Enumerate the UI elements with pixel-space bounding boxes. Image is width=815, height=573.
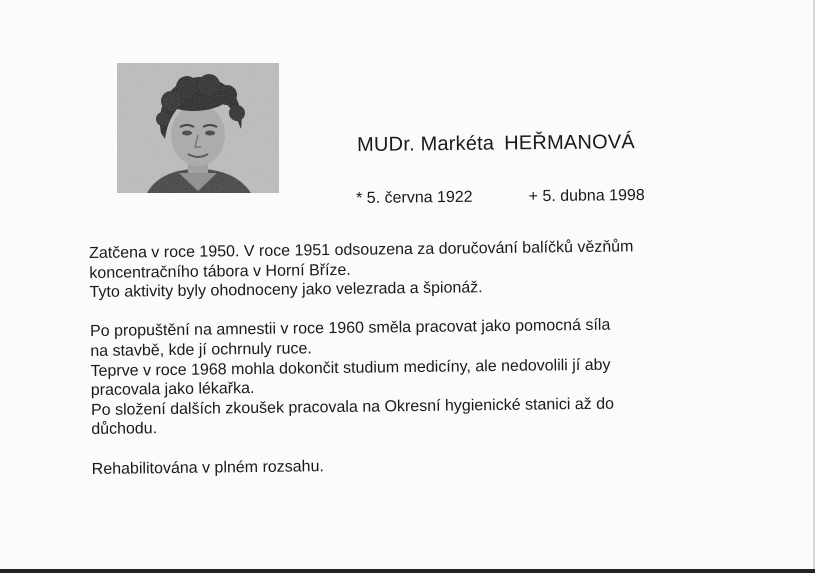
- name-surname: HEŘMANOVÁ: [504, 131, 636, 155]
- text-line: na stavbě, kde jí ochrnuly ruce.: [90, 340, 312, 360]
- text-line: Teprve v roce 1968 mohla dokončit studium medicíny, ale nedovolili jí aby: [90, 356, 611, 380]
- name-first: MUDr. Markéta: [357, 132, 495, 156]
- text-line: Po složení dalších zkoušek pracovala na Okresní hygienické stanici až do: [90, 395, 615, 419]
- portrait-icon: [117, 63, 279, 193]
- portrait-photo: [117, 63, 279, 193]
- text-line: Po propuštění na amnestii v roce 1960 směla pracovat jako pomocná síla: [89, 317, 611, 341]
- person-name: [357, 131, 635, 157]
- biography-text: [89, 236, 772, 479]
- death-date: + 5. dubna 1998: [528, 186, 645, 206]
- paragraph-arrest: [89, 236, 770, 303]
- life-dates: [356, 187, 645, 208]
- scan-edge-bottom: [0, 569, 815, 573]
- text-line: důchodu.: [91, 420, 158, 439]
- paragraph-rehabilitation: [92, 451, 772, 479]
- text-line: pracovala jako lékařka.: [90, 380, 255, 400]
- text-line: Tyto aktivity byly ohodnoceny jako velezrada a špionáž.: [89, 279, 483, 302]
- paragraph-release: [90, 314, 771, 440]
- text-line: Zatčena v roce 1950. V roce 1951 odsouzena za doručování balíčků vězňům: [89, 238, 634, 262]
- birth-date: * 5. června 1922: [356, 188, 473, 207]
- text-line: koncentračního tábora v Horní Bříze.: [89, 261, 351, 282]
- text-line: Rehabilitována v plném rozsahu.: [91, 457, 324, 478]
